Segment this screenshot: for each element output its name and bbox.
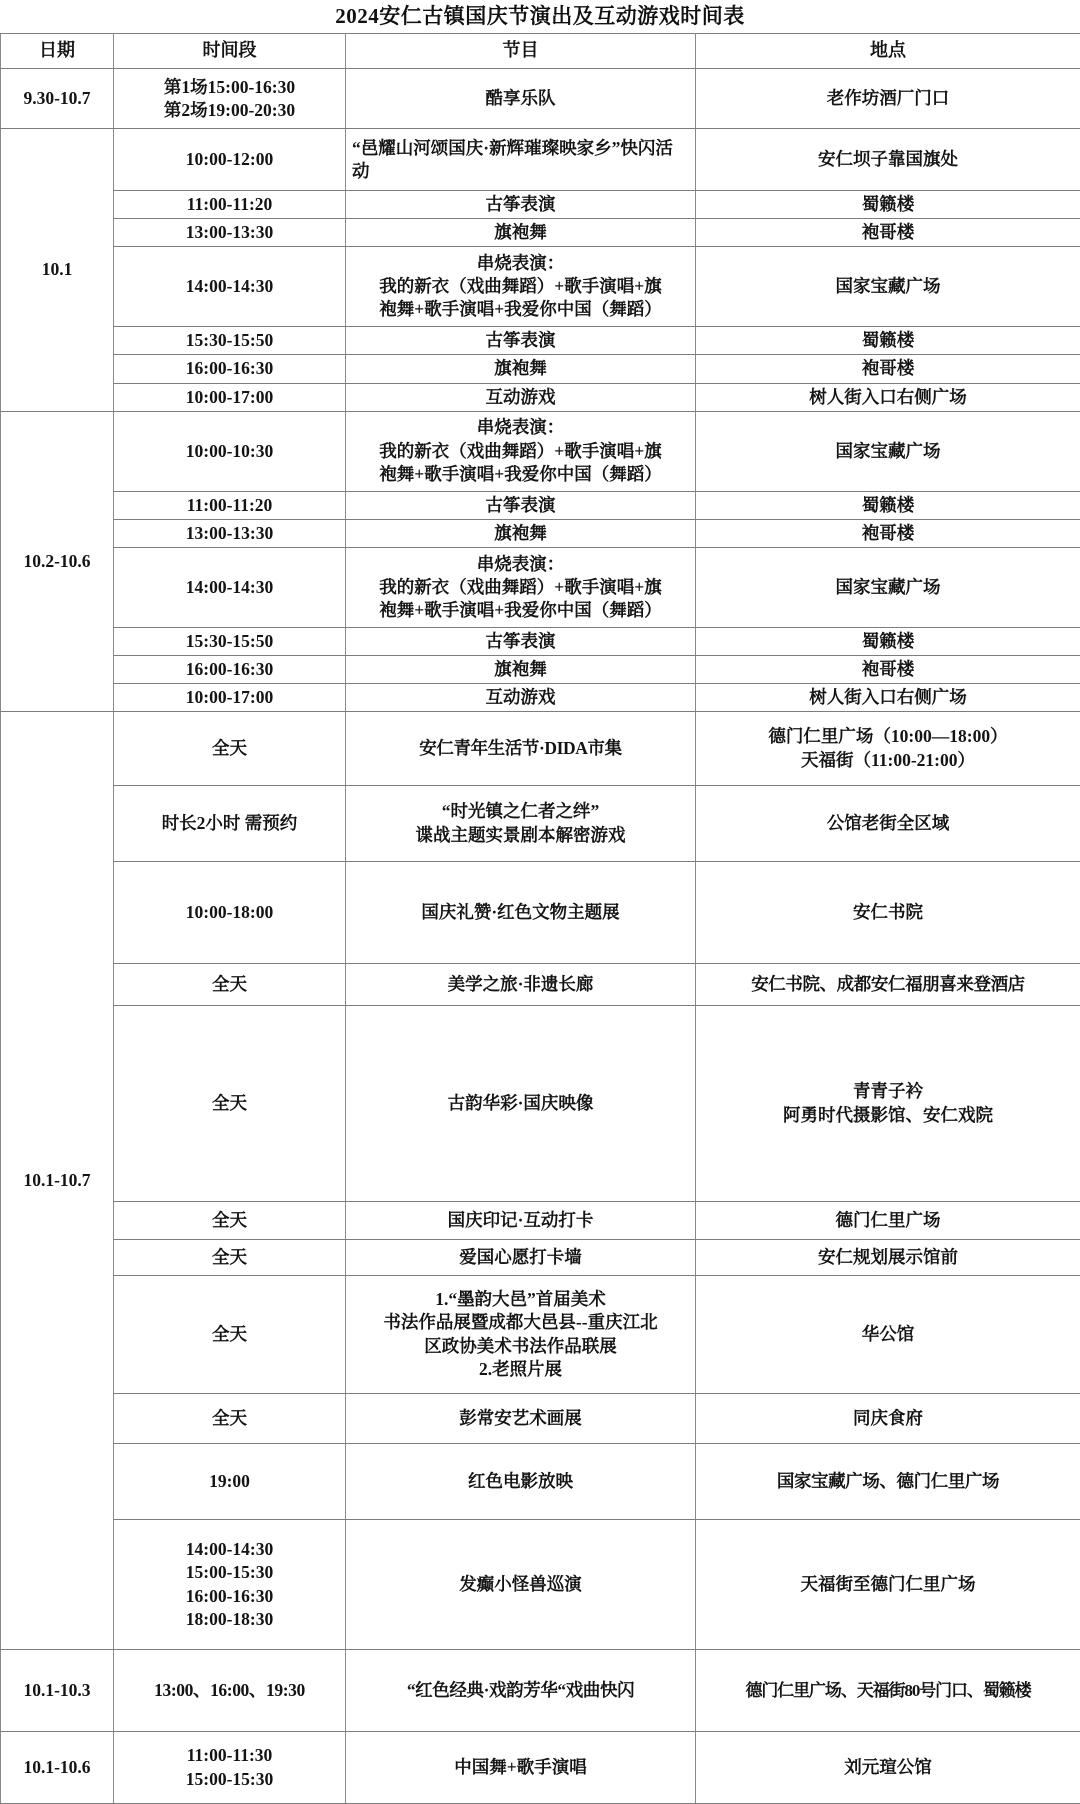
time-text: 16:00-16:30 [186, 358, 273, 378]
time-text: 全天 [212, 1408, 247, 1428]
date-text: 10.1-10.3 [23, 1680, 90, 1700]
place-text: 安仁坝子靠国旗处 [818, 149, 958, 169]
program-cell [346, 327, 696, 355]
time-text: 16:00-16:30 [186, 659, 273, 679]
program-text: 发癫小怪兽巡演 [459, 1574, 582, 1594]
table-row [1, 1650, 1080, 1732]
place-cell [696, 1202, 1080, 1240]
place-cell [696, 1240, 1080, 1276]
program-text: 古韵华彩·国庆映像 [448, 1093, 594, 1113]
place-cell [696, 411, 1080, 491]
table-row [1, 627, 1080, 655]
place-cell [696, 712, 1080, 786]
program-text: 古筝表演 [486, 330, 556, 350]
place-cell [696, 219, 1080, 247]
time-text: 全天 [212, 1093, 247, 1113]
table-row [1, 69, 1080, 129]
place-text: 安仁书院、成都安仁福朋喜来登酒店 [751, 974, 1025, 994]
time-cell [114, 411, 346, 491]
table-row [1, 1520, 1080, 1650]
table-row [1, 786, 1080, 862]
time-text: 10:00-10:30 [186, 441, 273, 461]
place-cell [696, 683, 1080, 711]
program-cell [346, 1650, 696, 1732]
table-row [1, 491, 1080, 519]
place-text: 树人街入口右侧广场 [809, 387, 967, 407]
table-row [1, 129, 1080, 191]
place-cell [696, 862, 1080, 964]
place-text: 蜀籁楼 [862, 194, 915, 214]
place-lines: 德门仁里广场（10:00—18:00） 天福街（11:00-21:00） [700, 725, 1076, 771]
time-cell [114, 129, 346, 191]
program-cell [346, 1732, 696, 1804]
table-row [1, 964, 1080, 1006]
place-cell [696, 1394, 1080, 1444]
schedule-table [0, 33, 1080, 1804]
program-cell [346, 1520, 696, 1650]
time-cell [114, 547, 346, 627]
time-cell [114, 1006, 346, 1202]
column-header-time: 时间段 [114, 34, 346, 69]
column-header-place: 地点 [696, 34, 1080, 69]
date-text: 10.1 [42, 259, 73, 279]
date-cell [1, 411, 114, 711]
place-text: 蜀籁楼 [862, 631, 915, 651]
time-text: 13:00-13:30 [186, 523, 273, 543]
time-text: 全天 [212, 974, 247, 994]
program-text: 旗袍舞 [494, 659, 547, 679]
program-text: 安仁青年生活节·DIDA市集 [419, 738, 621, 758]
place-cell [696, 383, 1080, 411]
program-cell [346, 1276, 696, 1394]
place-text: 天福街至德门仁里广场 [801, 1574, 976, 1594]
time-cell [114, 327, 346, 355]
table-row [1, 1732, 1080, 1804]
time-cell [114, 355, 346, 383]
place-text: 公馆老街全区域 [827, 813, 950, 833]
program-text: “红色经典·戏韵芳华“戏曲快闪 [407, 1680, 634, 1700]
time-cell [114, 1276, 346, 1394]
table-row [1, 862, 1080, 964]
schedule-table-body [1, 69, 1080, 1804]
table-row [1, 1006, 1080, 1202]
time-lines: 第1场15:00-16:30 第2场19:00-20:30 [118, 76, 341, 122]
time-cell [114, 627, 346, 655]
place-text: 国家宝藏广场 [836, 577, 941, 597]
time-lines: 14:00-14:30 15:00-15:30 16:00-16:30 18:00-18:30 [118, 1538, 341, 1630]
place-text: 老作坊酒厂门口 [827, 88, 950, 108]
program-cell [346, 1394, 696, 1444]
time-text: 全天 [212, 1324, 247, 1344]
time-text: 13:00-13:30 [186, 222, 273, 242]
program-cell [346, 219, 696, 247]
program-cell [346, 69, 696, 129]
time-text: 时长2小时 需预约 [162, 813, 298, 833]
date-cell [1, 129, 114, 411]
program-text: 互动游戏 [486, 687, 556, 707]
table-row [1, 247, 1080, 327]
place-text: 国家宝藏广场、德门仁里广场 [777, 1471, 999, 1491]
program-cell [346, 683, 696, 711]
time-cell [114, 1650, 346, 1732]
date-text: 10.2-10.6 [23, 551, 90, 571]
program-text: 国庆印记·互动打卡 [448, 1210, 594, 1230]
place-text: 华公馆 [862, 1324, 915, 1344]
time-text: 14:00-14:30 [186, 276, 273, 296]
time-cell [114, 1202, 346, 1240]
table-row [1, 519, 1080, 547]
time-cell [114, 683, 346, 711]
program-text: 中国舞+歌手演唱 [454, 1757, 586, 1777]
place-cell [696, 327, 1080, 355]
time-cell [114, 491, 346, 519]
place-text: 袍哥楼 [862, 523, 915, 543]
place-text: 袍哥楼 [862, 358, 915, 378]
place-text: 袍哥楼 [862, 659, 915, 679]
place-text: 蜀籁楼 [862, 330, 915, 350]
table-row [1, 383, 1080, 411]
time-cell [114, 712, 346, 786]
program-text: 古筝表演 [486, 495, 556, 515]
program-cell [346, 547, 696, 627]
program-cell [346, 247, 696, 327]
time-cell [114, 247, 346, 327]
time-cell [114, 1444, 346, 1520]
date-cell [1, 1732, 114, 1804]
place-text: 袍哥楼 [862, 222, 915, 242]
place-cell [696, 355, 1080, 383]
place-cell [696, 547, 1080, 627]
place-cell [696, 247, 1080, 327]
program-text: 红色电影放映 [468, 1471, 573, 1491]
program-cell [346, 519, 696, 547]
program-text: 旗袍舞 [494, 523, 547, 543]
date-cell [1, 1650, 114, 1732]
program-text: 互动游戏 [486, 387, 556, 407]
column-header-date: 日期 [1, 34, 114, 69]
place-cell [696, 786, 1080, 862]
place-text: 国家宝藏广场 [836, 276, 941, 296]
place-text: 国家宝藏广场 [836, 441, 941, 461]
place-cell [696, 1006, 1080, 1202]
place-cell [696, 1732, 1080, 1804]
place-cell [696, 519, 1080, 547]
time-text: 14:00-14:30 [186, 577, 273, 597]
table-row [1, 327, 1080, 355]
time-cell [114, 69, 346, 129]
table-row [1, 712, 1080, 786]
time-cell [114, 1240, 346, 1276]
program-cell [346, 627, 696, 655]
program-cell [346, 411, 696, 491]
time-text: 10:00-17:00 [186, 387, 273, 407]
time-text: 10:00-12:00 [186, 149, 273, 169]
program-text: 爱国心愿打卡墙 [459, 1247, 582, 1267]
program-text: “邑耀山河颂国庆·新辉璀璨映家乡”快闪活动 [350, 137, 691, 183]
place-cell [696, 191, 1080, 219]
place-cell [696, 1444, 1080, 1520]
program-text: 美学之旅·非遗长廊 [448, 974, 594, 994]
time-cell [114, 655, 346, 683]
table-row [1, 655, 1080, 683]
time-text: 11:00-11:20 [187, 495, 273, 515]
table-row [1, 1276, 1080, 1394]
place-cell [696, 655, 1080, 683]
place-lines: 青青子衿 阿勇时代摄影馆、安仁戏院 [700, 1080, 1076, 1126]
place-text: 蜀籁楼 [862, 495, 915, 515]
date-text: 10.1-10.7 [23, 1170, 90, 1190]
table-row [1, 1240, 1080, 1276]
time-text: 10:00-17:00 [186, 687, 273, 707]
program-cell [346, 383, 696, 411]
place-text: 安仁规划展示馆前 [818, 1247, 958, 1267]
program-cell [346, 491, 696, 519]
program-cell [346, 964, 696, 1006]
time-cell [114, 1394, 346, 1444]
time-lines: 11:00-11:30 15:00-15:30 [118, 1744, 341, 1790]
place-cell [696, 491, 1080, 519]
program-cell [346, 712, 696, 786]
table-row [1, 1394, 1080, 1444]
place-cell [696, 964, 1080, 1006]
program-cell [346, 1202, 696, 1240]
program-cell [346, 1444, 696, 1520]
time-cell [114, 964, 346, 1006]
program-cell [346, 1006, 696, 1202]
program-cell [346, 862, 696, 964]
program-text: 旗袍舞 [494, 358, 547, 378]
program-cell [346, 1240, 696, 1276]
place-cell [696, 1650, 1080, 1732]
time-cell [114, 383, 346, 411]
place-cell [696, 129, 1080, 191]
program-text: 古筝表演 [486, 631, 556, 651]
program-cell [346, 191, 696, 219]
time-text: 全天 [212, 1247, 247, 1267]
time-text: 全天 [212, 1210, 247, 1230]
place-cell [696, 627, 1080, 655]
place-text: 安仁书院 [853, 902, 923, 922]
time-text: 10:00-18:00 [186, 902, 273, 922]
time-text: 全天 [212, 738, 247, 758]
program-lines: “时光镇之仁者之绊” 谍战主题实景剧本解密游戏 [350, 800, 691, 846]
time-cell [114, 786, 346, 862]
page-title: 2024安仁古镇国庆节演出及互动游戏时间表 [0, 0, 1080, 33]
place-cell [696, 1520, 1080, 1650]
table-row [1, 683, 1080, 711]
time-text: 19:00 [209, 1471, 250, 1491]
program-cell [346, 786, 696, 862]
place-text: 德门仁里广场 [836, 1210, 941, 1230]
table-header-row [1, 34, 1080, 69]
date-text: 10.1-10.6 [23, 1757, 90, 1777]
time-cell [114, 1520, 346, 1650]
program-cell [346, 655, 696, 683]
time-cell [114, 191, 346, 219]
program-lines: 串烧表演： 我的新衣（戏曲舞蹈）+歌手演唱+旗 袍舞+歌手演唱+我爱你中国（舞蹈） [350, 553, 691, 622]
column-header-program: 节目 [346, 34, 696, 69]
program-cell [346, 355, 696, 383]
place-text: 树人街入口右侧广场 [809, 687, 967, 707]
program-lines: 1.“墨韵大邑”首届美术 书法作品展暨成都大邑县--重庆江北 区政协美术书法作品联展 2.老照片展 [350, 1288, 691, 1380]
program-text: 国庆礼赞·红色文物主题展 [421, 902, 619, 922]
program-text: 彭常安艺术画展 [459, 1408, 582, 1428]
time-cell [114, 862, 346, 964]
place-text: 德门仁里广场、天福街80号门口、蜀籁楼 [745, 1681, 1030, 1700]
date-cell [1, 69, 114, 129]
table-row [1, 1444, 1080, 1520]
time-text: 15:30-15:50 [186, 631, 273, 651]
date-cell [1, 712, 114, 1650]
time-cell [114, 519, 346, 547]
table-row [1, 547, 1080, 627]
program-text: 旗袍舞 [494, 222, 547, 242]
program-lines: 串烧表演： 我的新衣（戏曲舞蹈）+歌手演唱+旗 袍舞+歌手演唱+我爱你中国（舞蹈） [350, 416, 691, 485]
table-row [1, 411, 1080, 491]
place-text: 刘元瑄公馆 [844, 1757, 932, 1777]
table-row [1, 191, 1080, 219]
time-text: 15:30-15:50 [186, 330, 273, 350]
place-cell [696, 69, 1080, 129]
date-text: 9.30-10.7 [23, 88, 90, 108]
time-cell [114, 219, 346, 247]
time-text: 11:00-11:20 [187, 194, 273, 214]
table-row [1, 355, 1080, 383]
time-text: 13:00、16:00、19:30 [154, 1680, 305, 1700]
program-cell [346, 129, 696, 191]
program-text: 酷享乐队 [486, 88, 556, 108]
place-text: 同庆食府 [853, 1408, 923, 1428]
program-lines: 串烧表演： 我的新衣（戏曲舞蹈）+歌手演唱+旗 袍舞+歌手演唱+我爱你中国（舞蹈） [350, 252, 691, 321]
program-text: 古筝表演 [486, 194, 556, 214]
place-cell [696, 1276, 1080, 1394]
table-row [1, 219, 1080, 247]
time-cell [114, 1732, 346, 1804]
table-row [1, 1202, 1080, 1240]
